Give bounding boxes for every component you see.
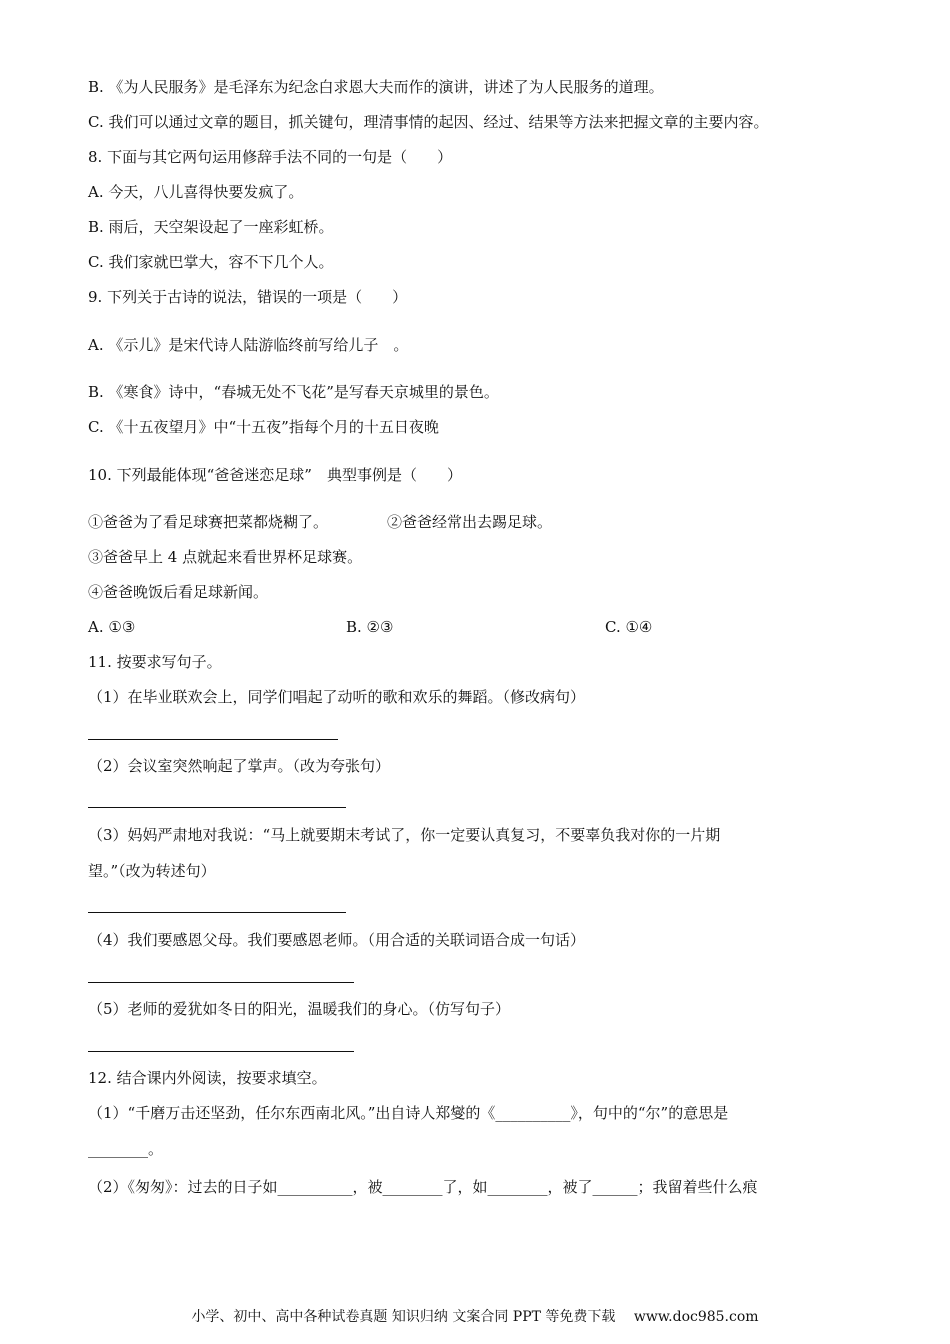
q10-item-1: ①爸爸为了看足球赛把菜都烧糊了。 — [88, 513, 329, 531]
q11-sub-3-line-2: 望。”（改为转述句） — [88, 862, 216, 880]
q9-option-b: B. 《寒食》诗中，“春城无处不飞花”是写春天京城里的景色。 — [88, 383, 499, 401]
q9-option-c: C. 《十五夜望月》中“十五夜”指每个月的十五日夜晚 — [88, 418, 439, 436]
answer-line-4[interactable] — [88, 982, 354, 983]
q11-sub-5: （5）老师的爱犹如冬日的阳光，温暖我们的身心。（仿写句子） — [88, 1000, 511, 1018]
q7-option-c: C. 我们可以通过文章的题目，抓关键句，理清事情的起因、经过、结果等方法来把握文章的主要内容。 — [88, 113, 769, 131]
q12-sub-1-line-1: （1）“千磨万击还坚劲，任尔东西南北风。”出自诗人郑燮的《__________》，句中的“尔”的意思是 — [88, 1104, 729, 1122]
q9-option-a: A. 《示儿》是宋代诗人陆游临终前写给儿子 。 — [88, 336, 409, 354]
q10-option-a: A. ①③ — [88, 618, 136, 636]
q12-sub-2-line-1: （2）《匆匆》：过去的日子如__________，被________了，如________，被了______；我留着些什么痕 — [88, 1178, 758, 1196]
q8-option-c: C. 我们家就巴掌大，容不下几个人。 — [88, 253, 334, 271]
q8-stem: 8. 下面与其它两句运用修辞手法不同的一句是（ ） — [88, 148, 453, 166]
q10-item-2: ②爸爸经常出去踢足球。 — [387, 513, 553, 531]
q10-option-c: C. ①④ — [605, 618, 653, 636]
q8-option-b: B. 雨后，天空架设起了一座彩虹桥。 — [88, 218, 334, 236]
q10-item-3: ③爸爸早上 4 点就起来看世界杯足球赛。 — [88, 548, 363, 566]
q11-sub-3-line-1: （3）妈妈严肃地对我说：“马上就要期末考试了，你一定要认真复习，不要辜负我对你的一片期 — [88, 826, 721, 844]
q10-stem: 10. 下列最能体现“爸爸迷恋足球” 典型事例是（ ） — [88, 466, 462, 484]
q9-stem: 9. 下列关于古诗的说法，错误的一项是（ ） — [88, 288, 408, 306]
answer-line-2[interactable] — [88, 807, 346, 808]
answer-line-3[interactable] — [88, 912, 346, 913]
q8-option-a: A. 今天，八儿喜得快要发疯了。 — [88, 183, 304, 201]
q11-sub-4: （4）我们要感恩父母。我们要感恩老师。（用合适的关联词语合成一句话） — [88, 931, 586, 949]
q11-stem: 11. 按要求写句子。 — [88, 653, 222, 671]
q11-sub-1: （1）在毕业联欢会上，同学们唱起了动听的歌和欢乐的舞蹈。（修改病句） — [88, 688, 586, 706]
q12-stem: 12. 结合课内外阅读，按要求填空。 — [88, 1069, 327, 1087]
q10-option-b: B. ②③ — [346, 618, 394, 636]
q7-option-b: B. 《为人民服务》是毛泽东为纪念白求恩大夫而作的演讲，讲述了为人民服务的道理。 — [88, 78, 664, 96]
page-footer: 小学、初中、高中各种试卷真题 知识归纳 文案合同 PPT 等免费下载 www.doc985.com — [191, 1309, 759, 1325]
answer-line-5[interactable] — [88, 1051, 354, 1052]
answer-line-1[interactable] — [88, 739, 338, 740]
q10-item-4: ④爸爸晚饭后看足球新闻。 — [88, 583, 269, 601]
q11-sub-2: （2）会议室突然响起了掌声。（改为夸张句） — [88, 757, 391, 775]
q12-sub-1-line-2: ________。 — [88, 1140, 164, 1158]
